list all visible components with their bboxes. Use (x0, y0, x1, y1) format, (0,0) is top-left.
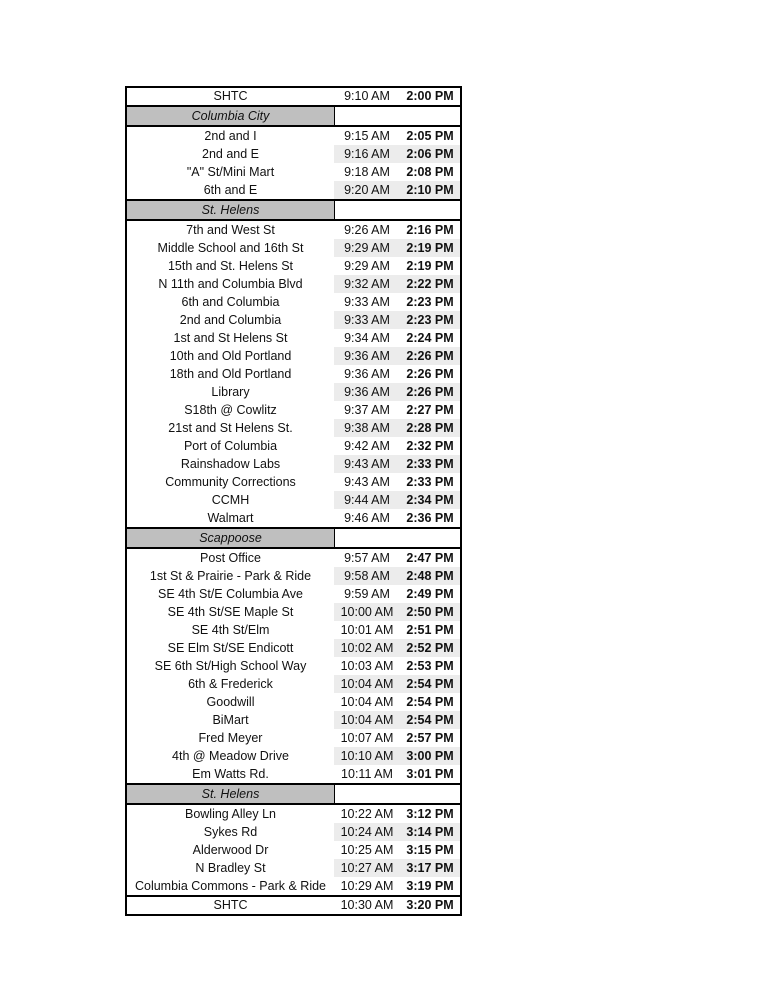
am-time: 9:29 AM (344, 259, 390, 273)
pm-time: 2:50 PM (400, 603, 460, 621)
pm-time: 2:00 PM (406, 89, 454, 103)
stop-name: 6th and E (203, 183, 258, 197)
pm-time: 2:28 PM (400, 419, 460, 437)
am-time: 9:58 AM (334, 567, 400, 585)
pm-time: 2:54 PM (406, 695, 454, 709)
stop-row (127, 347, 460, 365)
stop-name: 2nd and I (204, 129, 257, 143)
pm-time: 2:57 PM (406, 731, 454, 745)
zone-section (125, 199, 462, 527)
pm-time: 2:33 PM (400, 455, 460, 473)
pm-time: 3:17 PM (400, 859, 460, 877)
am-time: 9:36 AM (334, 383, 400, 401)
pm-time: 2:24 PM (406, 331, 454, 345)
pm-time: 2:33 PM (406, 475, 454, 489)
am-time: 10:30 AM (340, 898, 394, 912)
stop-row (127, 639, 460, 657)
pm-time: 2:54 PM (400, 675, 460, 693)
stop-name: SE Elm St/SE Endicott (167, 641, 294, 655)
stop-name: Library (211, 385, 250, 399)
am-time: 10:00 AM (334, 603, 400, 621)
pm-time: 2:51 PM (406, 623, 454, 637)
am-time: 9:57 AM (344, 551, 390, 565)
pm-time: 3:19 PM (406, 879, 454, 893)
stop-name: SHTC (213, 898, 248, 912)
stop-name: SE 4th St/Elm (191, 623, 270, 637)
stop-row (127, 693, 460, 711)
stop-row (127, 765, 460, 783)
am-time: 9:36 AM (344, 367, 390, 381)
am-time: 9:33 AM (334, 311, 400, 329)
stop-name: "A" St/Mini Mart (186, 165, 275, 179)
zone-header-blank (335, 785, 460, 803)
am-time: 9:15 AM (344, 129, 390, 143)
stop-name: SE 4th St/E Columbia Ave (158, 587, 303, 601)
stop-row (127, 419, 460, 437)
stop-row (127, 729, 460, 747)
stop-row (127, 181, 460, 199)
zone-header-blank (335, 201, 460, 219)
am-time: 9:10 AM (344, 89, 390, 103)
stop-row (127, 675, 460, 693)
stop-name: 6th & Frederick (188, 677, 273, 691)
pm-time: 2:32 PM (406, 439, 454, 453)
stop-name: 2nd and E (202, 147, 259, 161)
stop-row (127, 877, 460, 895)
pm-time: 2:26 PM (400, 383, 460, 401)
stop-name: 21st and St Helens St. (168, 421, 293, 435)
am-time: 9:20 AM (334, 181, 400, 199)
pm-time: 2:36 PM (406, 511, 454, 525)
pm-time: 2:48 PM (400, 567, 460, 585)
am-time: 10:04 AM (334, 675, 400, 693)
am-time: 10:24 AM (334, 823, 400, 841)
zone-rows (127, 803, 460, 895)
pm-time: 2:22 PM (400, 275, 460, 293)
zone-rows (127, 547, 460, 783)
zone-section (125, 783, 462, 895)
stop-row (127, 491, 460, 509)
stop-row (127, 805, 460, 823)
zone-section (125, 105, 462, 199)
stop-name: Goodwill (206, 695, 255, 709)
stop-row (127, 401, 460, 419)
pm-time: 3:12 PM (406, 807, 454, 821)
stop-name: CCMH (211, 493, 250, 507)
stop-name: 6th and Columbia (181, 295, 280, 309)
pm-time: 2:49 PM (406, 587, 454, 601)
pm-time: 2:34 PM (400, 491, 460, 509)
end-stop-block (125, 895, 462, 916)
stop-row (127, 455, 460, 473)
stop-row (127, 329, 460, 347)
pm-time: 2:08 PM (406, 165, 454, 179)
am-time: 10:04 AM (334, 711, 400, 729)
stop-row (127, 567, 460, 585)
pm-time: 2:06 PM (400, 145, 460, 163)
am-time: 9:42 AM (344, 439, 390, 453)
pm-time: 2:47 PM (406, 551, 454, 565)
pm-time: 2:23 PM (400, 311, 460, 329)
stop-row (127, 657, 460, 675)
zone-header-blank (335, 107, 460, 125)
stop-row (127, 437, 460, 455)
stop-name: 18th and Old Portland (169, 367, 292, 381)
stop-row (127, 221, 460, 239)
am-time: 9:32 AM (334, 275, 400, 293)
stop-row (127, 365, 460, 383)
pm-time: 2:26 PM (406, 367, 454, 381)
bus-schedule-table (125, 86, 462, 916)
am-time: 9:18 AM (344, 165, 390, 179)
am-time: 10:04 AM (340, 695, 394, 709)
zone-name: Columbia City (127, 107, 335, 125)
zone-header-blank (335, 529, 460, 547)
pm-time: 2:10 PM (400, 181, 460, 199)
zone-rows (127, 219, 460, 527)
stop-row (127, 585, 460, 603)
stop-row (127, 293, 460, 311)
stop-row (127, 239, 460, 257)
am-time: 9:43 AM (334, 455, 400, 473)
stop-row (127, 275, 460, 293)
am-time: 9:33 AM (344, 295, 390, 309)
am-time: 10:01 AM (340, 623, 394, 637)
stop-row (127, 509, 460, 527)
am-time: 10:22 AM (340, 807, 394, 821)
stop-name: Post Office (200, 551, 261, 565)
pm-time: 3:14 PM (400, 823, 460, 841)
am-time: 9:44 AM (334, 491, 400, 509)
stop-row (127, 549, 460, 567)
end-row (127, 897, 460, 914)
pm-time: 2:05 PM (406, 129, 454, 143)
pm-time: 2:53 PM (406, 659, 454, 673)
am-time: 9:37 AM (344, 403, 390, 417)
pm-time: 3:20 PM (406, 898, 454, 912)
zone-header (127, 529, 460, 547)
zone-name: Scappoose (127, 529, 335, 547)
stop-name: Walmart (207, 511, 254, 525)
stop-name: Community Corrections (165, 475, 296, 489)
stop-row (127, 603, 460, 621)
stop-name: Alderwood Dr (192, 843, 269, 857)
pm-time: 2:19 PM (406, 259, 454, 273)
stop-name: SHTC (213, 89, 248, 103)
stop-name: Sykes Rd (203, 825, 258, 839)
pm-time: 2:52 PM (400, 639, 460, 657)
stop-name: S18th @ Cowlitz (184, 403, 277, 417)
stop-row (127, 859, 460, 877)
stop-name: Port of Columbia (183, 439, 278, 453)
stop-row (127, 711, 460, 729)
am-time: 9:16 AM (334, 145, 400, 163)
am-time: 9:36 AM (334, 347, 400, 365)
start-stop-block (125, 86, 462, 105)
am-time: 9:43 AM (344, 475, 390, 489)
stop-name: 1st St & Prairie - Park & Ride (149, 569, 312, 583)
stop-name: Rainshadow Labs (180, 457, 281, 471)
am-time: 10:10 AM (334, 747, 400, 765)
stop-row (127, 621, 460, 639)
zone-section (125, 527, 462, 783)
pm-time: 3:15 PM (406, 843, 454, 857)
am-time: 10:27 AM (334, 859, 400, 877)
stop-name: N Bradley St (195, 861, 266, 875)
stop-row (127, 257, 460, 275)
stop-name: 10th and Old Portland (169, 349, 292, 363)
stop-row (127, 145, 460, 163)
am-time: 9:46 AM (344, 511, 390, 525)
pm-time: 2:23 PM (406, 295, 454, 309)
zone-header (127, 201, 460, 219)
start-row (127, 88, 460, 105)
zone-name: St. Helens (127, 785, 335, 803)
stop-row (127, 841, 460, 859)
pm-time: 2:26 PM (400, 347, 460, 365)
am-time: 10:07 AM (340, 731, 394, 745)
pm-time: 3:00 PM (400, 747, 460, 765)
stop-name: 7th and West St (186, 223, 275, 237)
stop-row (127, 163, 460, 181)
stop-name: 15th and St. Helens St (167, 259, 294, 273)
stop-name: Em Watts Rd. (192, 767, 269, 781)
stop-name: Fred Meyer (198, 731, 263, 745)
stop-row (127, 311, 460, 329)
am-time: 10:11 AM (341, 767, 393, 781)
stop-row (127, 127, 460, 145)
stop-row (127, 747, 460, 765)
pm-time: 3:01 PM (406, 767, 454, 781)
stop-name: 4th @ Meadow Drive (172, 749, 289, 763)
stop-name: Columbia Commons - Park & Ride (134, 879, 327, 893)
stop-name: SE 4th St/SE Maple St (167, 605, 294, 619)
stop-name: 1st and St Helens St (173, 331, 288, 345)
am-time: 10:03 AM (340, 659, 394, 673)
stop-row (127, 383, 460, 401)
zone-header (127, 785, 460, 803)
am-time: 10:25 AM (340, 843, 394, 857)
stop-name: Bowling Alley Ln (184, 807, 277, 821)
am-time: 9:59 AM (344, 587, 390, 601)
stop-name: N 11th and Columbia Blvd (158, 277, 303, 291)
pm-time: 2:16 PM (406, 223, 454, 237)
am-time: 9:26 AM (344, 223, 390, 237)
stop-row (127, 473, 460, 491)
pm-time: 2:19 PM (400, 239, 460, 257)
stop-name: SE 6th St/High School Way (154, 659, 307, 673)
zone-header (127, 107, 460, 125)
stop-name: 2nd and Columbia (179, 313, 282, 327)
stop-name: BiMart (212, 713, 249, 727)
am-time: 9:38 AM (334, 419, 400, 437)
stop-name: Middle School and 16th St (157, 241, 304, 255)
am-time: 9:29 AM (334, 239, 400, 257)
zone-rows (127, 125, 460, 199)
am-time: 10:29 AM (340, 879, 394, 893)
pm-time: 2:54 PM (400, 711, 460, 729)
stop-row (127, 823, 460, 841)
am-time: 9:34 AM (344, 331, 390, 345)
zone-name: St. Helens (127, 201, 335, 219)
am-time: 10:02 AM (334, 639, 400, 657)
pm-time: 2:27 PM (406, 403, 454, 417)
